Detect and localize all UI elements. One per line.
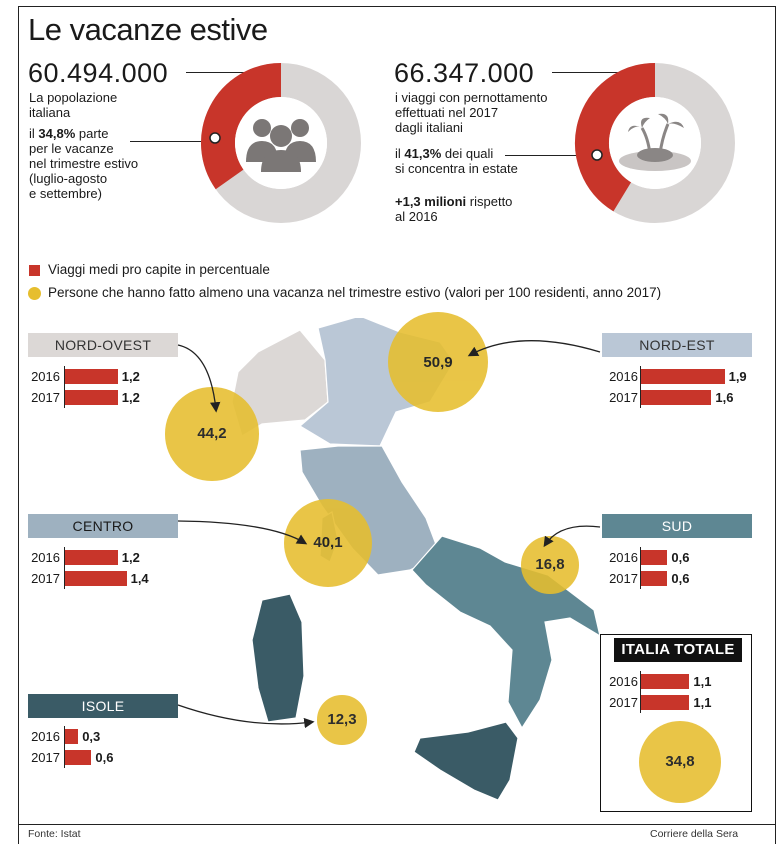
donut-marker xyxy=(210,133,220,143)
bar-value-label: 1,4 xyxy=(130,571,149,586)
region-label-nord-ovest: NORD-OVEST xyxy=(28,333,178,357)
bar-nord-est-2017 xyxy=(641,390,711,405)
region-label-sud: SUD xyxy=(602,514,752,538)
bar-value-label: 0,6 xyxy=(671,571,690,586)
bar-centro-2017 xyxy=(65,571,127,586)
circle-nord-est: 50,9 xyxy=(388,312,488,412)
population-share-text: il 34,8% parte per le vacanze nel trimestre estivo (luglio-agosto e settembre) xyxy=(29,126,139,201)
year-label: 2017 xyxy=(31,750,60,765)
bar-value-label: 1,2 xyxy=(121,390,140,405)
footer-rule xyxy=(18,824,776,825)
population-donut xyxy=(196,58,366,228)
region-label-nord-est: NORD-EST xyxy=(602,333,752,357)
page-title: Le vacanze estive xyxy=(28,12,268,47)
year-label: 2016 xyxy=(609,674,638,689)
circle-centro: 40,1 xyxy=(284,499,373,588)
bar-value-label: 1,2 xyxy=(121,369,140,384)
trips-delta-text: +1,3 milioni rispetto al 2016 xyxy=(395,194,513,224)
population-number: 60.494.000 xyxy=(28,58,169,88)
bar-value-label: 1,9 xyxy=(728,369,747,384)
year-label: 2017 xyxy=(609,390,638,405)
bar-nord-ovest-2016 xyxy=(65,369,118,384)
bar-value-label: 0,6 xyxy=(671,550,690,565)
italia-totale-box xyxy=(600,634,752,812)
bar-centro-2016 xyxy=(65,550,118,565)
year-label: 2016 xyxy=(609,550,638,565)
legend-bar-swatch xyxy=(29,265,40,276)
map-region-sicilia xyxy=(414,722,518,800)
bar-isole-2017 xyxy=(65,750,91,765)
circle-isole: 12,3 xyxy=(317,695,366,744)
donut-marker xyxy=(592,150,602,160)
population-desc: La popolazione italiana xyxy=(29,90,118,120)
trips-desc: i viaggi con pernottamento effettuati nel 2017 dagli italiani xyxy=(395,90,548,135)
credit-label: Corriere della Sera xyxy=(650,828,739,840)
year-label: 2016 xyxy=(31,550,60,565)
bar-nord-ovest-2017 xyxy=(65,390,118,405)
year-label: 2017 xyxy=(609,695,638,710)
bar-value-label: 1,1 xyxy=(693,695,712,710)
source-label: Fonte: Istat xyxy=(28,828,81,840)
year-label: 2017 xyxy=(609,571,638,586)
trips-number: 66.347.000 xyxy=(394,58,535,88)
circle-nord-ovest: 44,2 xyxy=(165,387,258,480)
bar-sud-2017 xyxy=(641,571,667,586)
circle-sud: 16,8 xyxy=(521,536,578,593)
bar-value-label: 0,6 xyxy=(95,750,114,765)
region-label-isole: ISOLE xyxy=(28,694,178,718)
legend-circle-label: Persone che hanno fatto almeno una vacanza nel trimestre estivo (valori per 100 residenti, anno 2017) xyxy=(48,285,662,300)
year-label: 2017 xyxy=(31,390,60,405)
bar-isole-2016 xyxy=(65,729,78,744)
legend-bar-label: Viaggi medi pro capite in percentuale xyxy=(48,262,270,277)
bar-value-label: 1,1 xyxy=(693,674,712,689)
year-label: 2017 xyxy=(31,571,60,586)
bar-value-label: 0,3 xyxy=(82,729,101,744)
legend-circle-swatch xyxy=(28,287,41,300)
trips-donut xyxy=(570,58,740,228)
year-label: 2016 xyxy=(31,729,60,744)
map-region-sardegna xyxy=(252,594,304,722)
year-label: 2016 xyxy=(609,369,638,384)
bar-value-label: 1,2 xyxy=(121,550,140,565)
circle-italia-totale: 34,8 xyxy=(639,721,722,804)
bar-sud-2016 xyxy=(641,550,667,565)
region-label-italia-totale: ITALIA TOTALE xyxy=(614,638,742,662)
trips-share-text: il 41,3% dei quali si concentra in estate xyxy=(395,146,518,176)
bar-nord-est-2016 xyxy=(641,369,725,384)
donut-center xyxy=(609,97,701,189)
region-label-centro: CENTRO xyxy=(28,514,178,538)
bar-value-label: 1,6 xyxy=(715,390,734,405)
year-label: 2016 xyxy=(31,369,60,384)
